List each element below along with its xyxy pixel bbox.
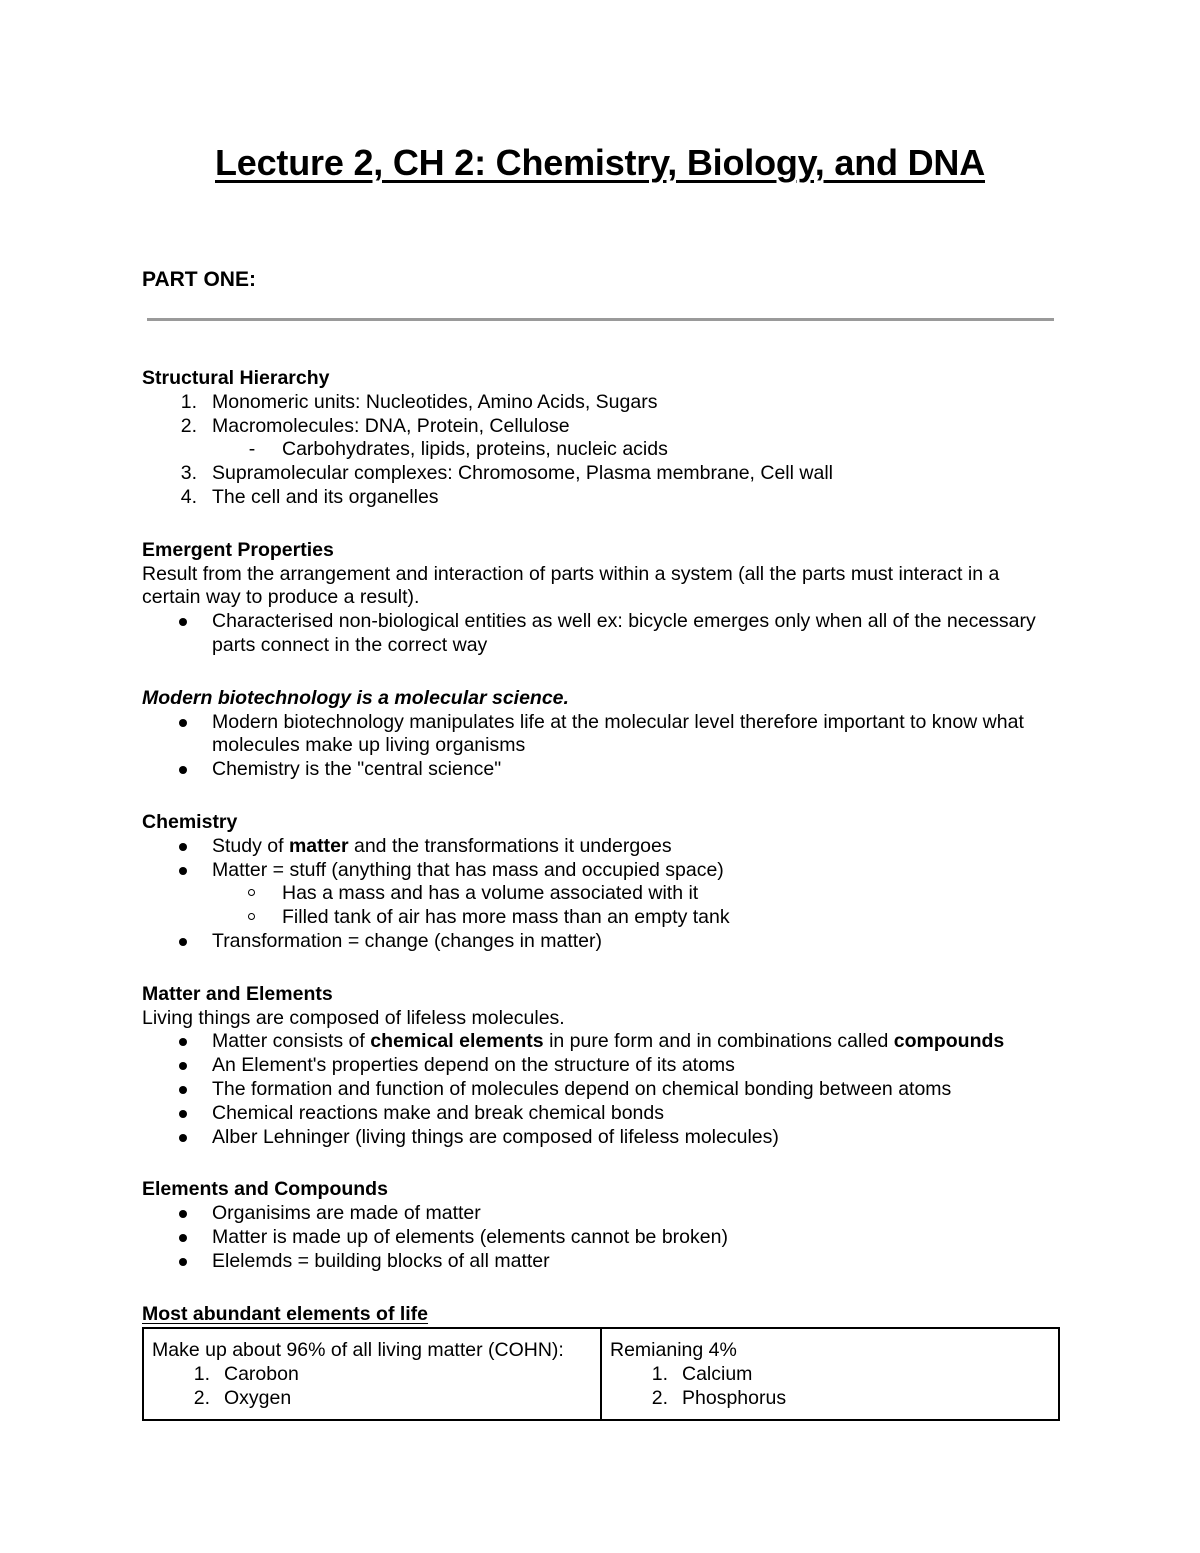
- list-text: The formation and function of molecules depend on chemical bonding between atoms: [212, 1077, 952, 1100]
- list-text: Carbohydrates, lipids, proteins, nucleic acids: [282, 438, 668, 461]
- bold-term: matter: [288, 834, 349, 857]
- paragraph: Living things are composed of lifeless molecules.: [142, 1006, 565, 1029]
- list-text: Transformation = change (changes in matter): [212, 929, 603, 952]
- bullet-item: [142, 610, 1062, 658]
- section-matter-and-elements: [142, 983, 1062, 1150]
- bold-term: chemical elements: [370, 1030, 544, 1053]
- list-text: An Element's properties depend on the structure of its atoms: [212, 1054, 735, 1077]
- list-item: [152, 1363, 592, 1387]
- bullet-icon: [179, 1062, 187, 1070]
- list-text: Characterised non-biological entities as well ex: bicycle emerges only when all of the necessary parts connect in the correct way: [212, 610, 1036, 656]
- bullet-icon: [179, 1086, 187, 1094]
- list-text: Matter = stuff (anything that has mass and occupied space): [212, 858, 724, 881]
- section-heading: Modern biotechnology is a molecular science.: [142, 686, 569, 709]
- list-text: and the transformations it undergoes: [348, 834, 672, 857]
- bullet-item: [142, 1030, 1062, 1054]
- part-heading: PART ONE:: [142, 268, 256, 291]
- list-item: [152, 1387, 592, 1411]
- horizontal-rule: [147, 318, 1054, 321]
- list-text: Matter is made up of elements (elements cannot be broken): [212, 1225, 728, 1248]
- list-item: [142, 486, 1062, 510]
- list-text: Filled tank of air has more mass than an empty tank: [282, 906, 730, 929]
- table-cell-left: [143, 1328, 601, 1419]
- bullet-icon: [179, 1134, 187, 1142]
- section-heading: Emergent Properties: [142, 538, 334, 561]
- list-text: Macromolecules: DNA, Protein, Cellulose: [212, 414, 570, 437]
- bullet-item: [142, 1054, 1062, 1078]
- bullet-item: [142, 1126, 1062, 1150]
- list-number: 2.: [193, 1386, 210, 1409]
- bullet-icon: [179, 938, 187, 946]
- bullet-icon: [179, 1210, 187, 1218]
- section-heading: Structural Hierarchy: [142, 367, 330, 389]
- list-text: The cell and its organelles: [212, 485, 439, 508]
- list-text: Alber Lehninger (living things are composed of lifeless molecules): [212, 1125, 779, 1148]
- table-cell-right: [601, 1328, 1059, 1419]
- section-heading: Matter and Elements: [142, 982, 333, 1005]
- list-text: Elelemds = building blocks of all matter: [212, 1249, 550, 1272]
- sub-bullet-item: [142, 882, 1062, 906]
- sub-bullet-item: [142, 906, 1062, 930]
- list-text: Has a mass and has a volume associated with it: [282, 882, 699, 905]
- list-number: 2.: [180, 414, 197, 437]
- list-text: Phosphorus: [682, 1386, 787, 1409]
- section-heading: Most abundant elements of life: [142, 1302, 429, 1325]
- list-item: [610, 1363, 1050, 1387]
- section-structural-hierarchy: [142, 367, 1062, 510]
- hollow-bullet-icon: [248, 913, 255, 920]
- paragraph: Result from the arrangement and interaction of parts within a system (all the parts must interact in a certain way to produce a result).: [142, 562, 1000, 609]
- sub-list-item: [142, 438, 1062, 462]
- bullet-item: [142, 1226, 1062, 1250]
- list-text: Organisims are made of matter: [212, 1202, 481, 1225]
- bullet-item: [142, 1102, 1062, 1126]
- bullet-item: [142, 1250, 1062, 1274]
- cell-title: Remianing 4%: [610, 1339, 737, 1362]
- list-text: Modern biotechnology manipulates life at the molecular level therefore important to know what molecules make up living organisms: [212, 710, 1024, 757]
- list-number: 1.: [651, 1363, 668, 1386]
- abundant-elements-table: [142, 1327, 1060, 1420]
- list-number: 3.: [180, 462, 197, 485]
- list-item: [142, 391, 1062, 415]
- list-text: Supramolecular complexes: Chromosome, Plasma membrane, Cell wall: [212, 462, 833, 485]
- page-title: Lecture 2, CH 2: Chemistry, Biology, and DNA: [215, 142, 985, 183]
- cell-title: Make up about 96% of all living matter (COHN):: [152, 1339, 564, 1362]
- bullet-item: [142, 1078, 1062, 1102]
- bullet-icon: [179, 1038, 187, 1046]
- bullet-icon: [179, 1258, 187, 1266]
- list-text: Carobon: [224, 1363, 299, 1386]
- bullet-icon: [179, 618, 187, 626]
- list-text: Study of: [212, 834, 289, 857]
- list-text: Chemical reactions make and break chemical bonds: [212, 1101, 664, 1124]
- section-elements-and-compounds: [142, 1178, 1062, 1273]
- list-text: Monomeric units: Nucleotides, Amino Acids, Sugars: [212, 390, 658, 413]
- section-emergent-properties: [142, 539, 1062, 658]
- list-item: [610, 1387, 1050, 1411]
- bullet-item: [142, 859, 1062, 883]
- bullet-icon: [179, 1110, 187, 1118]
- table-row: [143, 1328, 1059, 1419]
- bullet-item: [142, 930, 1062, 954]
- bullet-icon: [179, 719, 187, 727]
- bullet-icon: [179, 766, 187, 774]
- bullet-item: [142, 835, 1062, 859]
- dash-marker: -: [248, 438, 256, 461]
- bullet-icon: [179, 1234, 187, 1242]
- list-text: Oxygen: [224, 1386, 292, 1409]
- section-modern-biotechnology: [142, 687, 1062, 782]
- list-text: in pure form and in combinations called: [543, 1030, 894, 1053]
- bullet-icon: [179, 867, 187, 875]
- hollow-bullet-icon: [248, 889, 255, 896]
- section-heading: Chemistry: [142, 810, 238, 833]
- list-number: 1.: [193, 1363, 210, 1386]
- list-number: 4.: [180, 485, 197, 508]
- bullet-item: [142, 758, 1062, 782]
- document-body: [142, 367, 1062, 1421]
- list-item: [142, 462, 1062, 486]
- section-heading: Elements and Compounds: [142, 1178, 388, 1201]
- list-number: 1.: [180, 390, 197, 413]
- bullet-item: [142, 1202, 1062, 1226]
- section-chemistry: [142, 811, 1062, 954]
- bold-term: compounds: [893, 1030, 1005, 1053]
- list-number: 2.: [651, 1386, 668, 1409]
- list-item: [142, 415, 1062, 439]
- section-most-abundant: [142, 1303, 1062, 1421]
- bullet-icon: [179, 843, 187, 851]
- list-text: Chemistry is the "central science": [212, 758, 502, 781]
- bullet-item: [142, 711, 1062, 759]
- list-text: Calcium: [682, 1363, 753, 1386]
- list-text: Matter consists of: [212, 1030, 371, 1053]
